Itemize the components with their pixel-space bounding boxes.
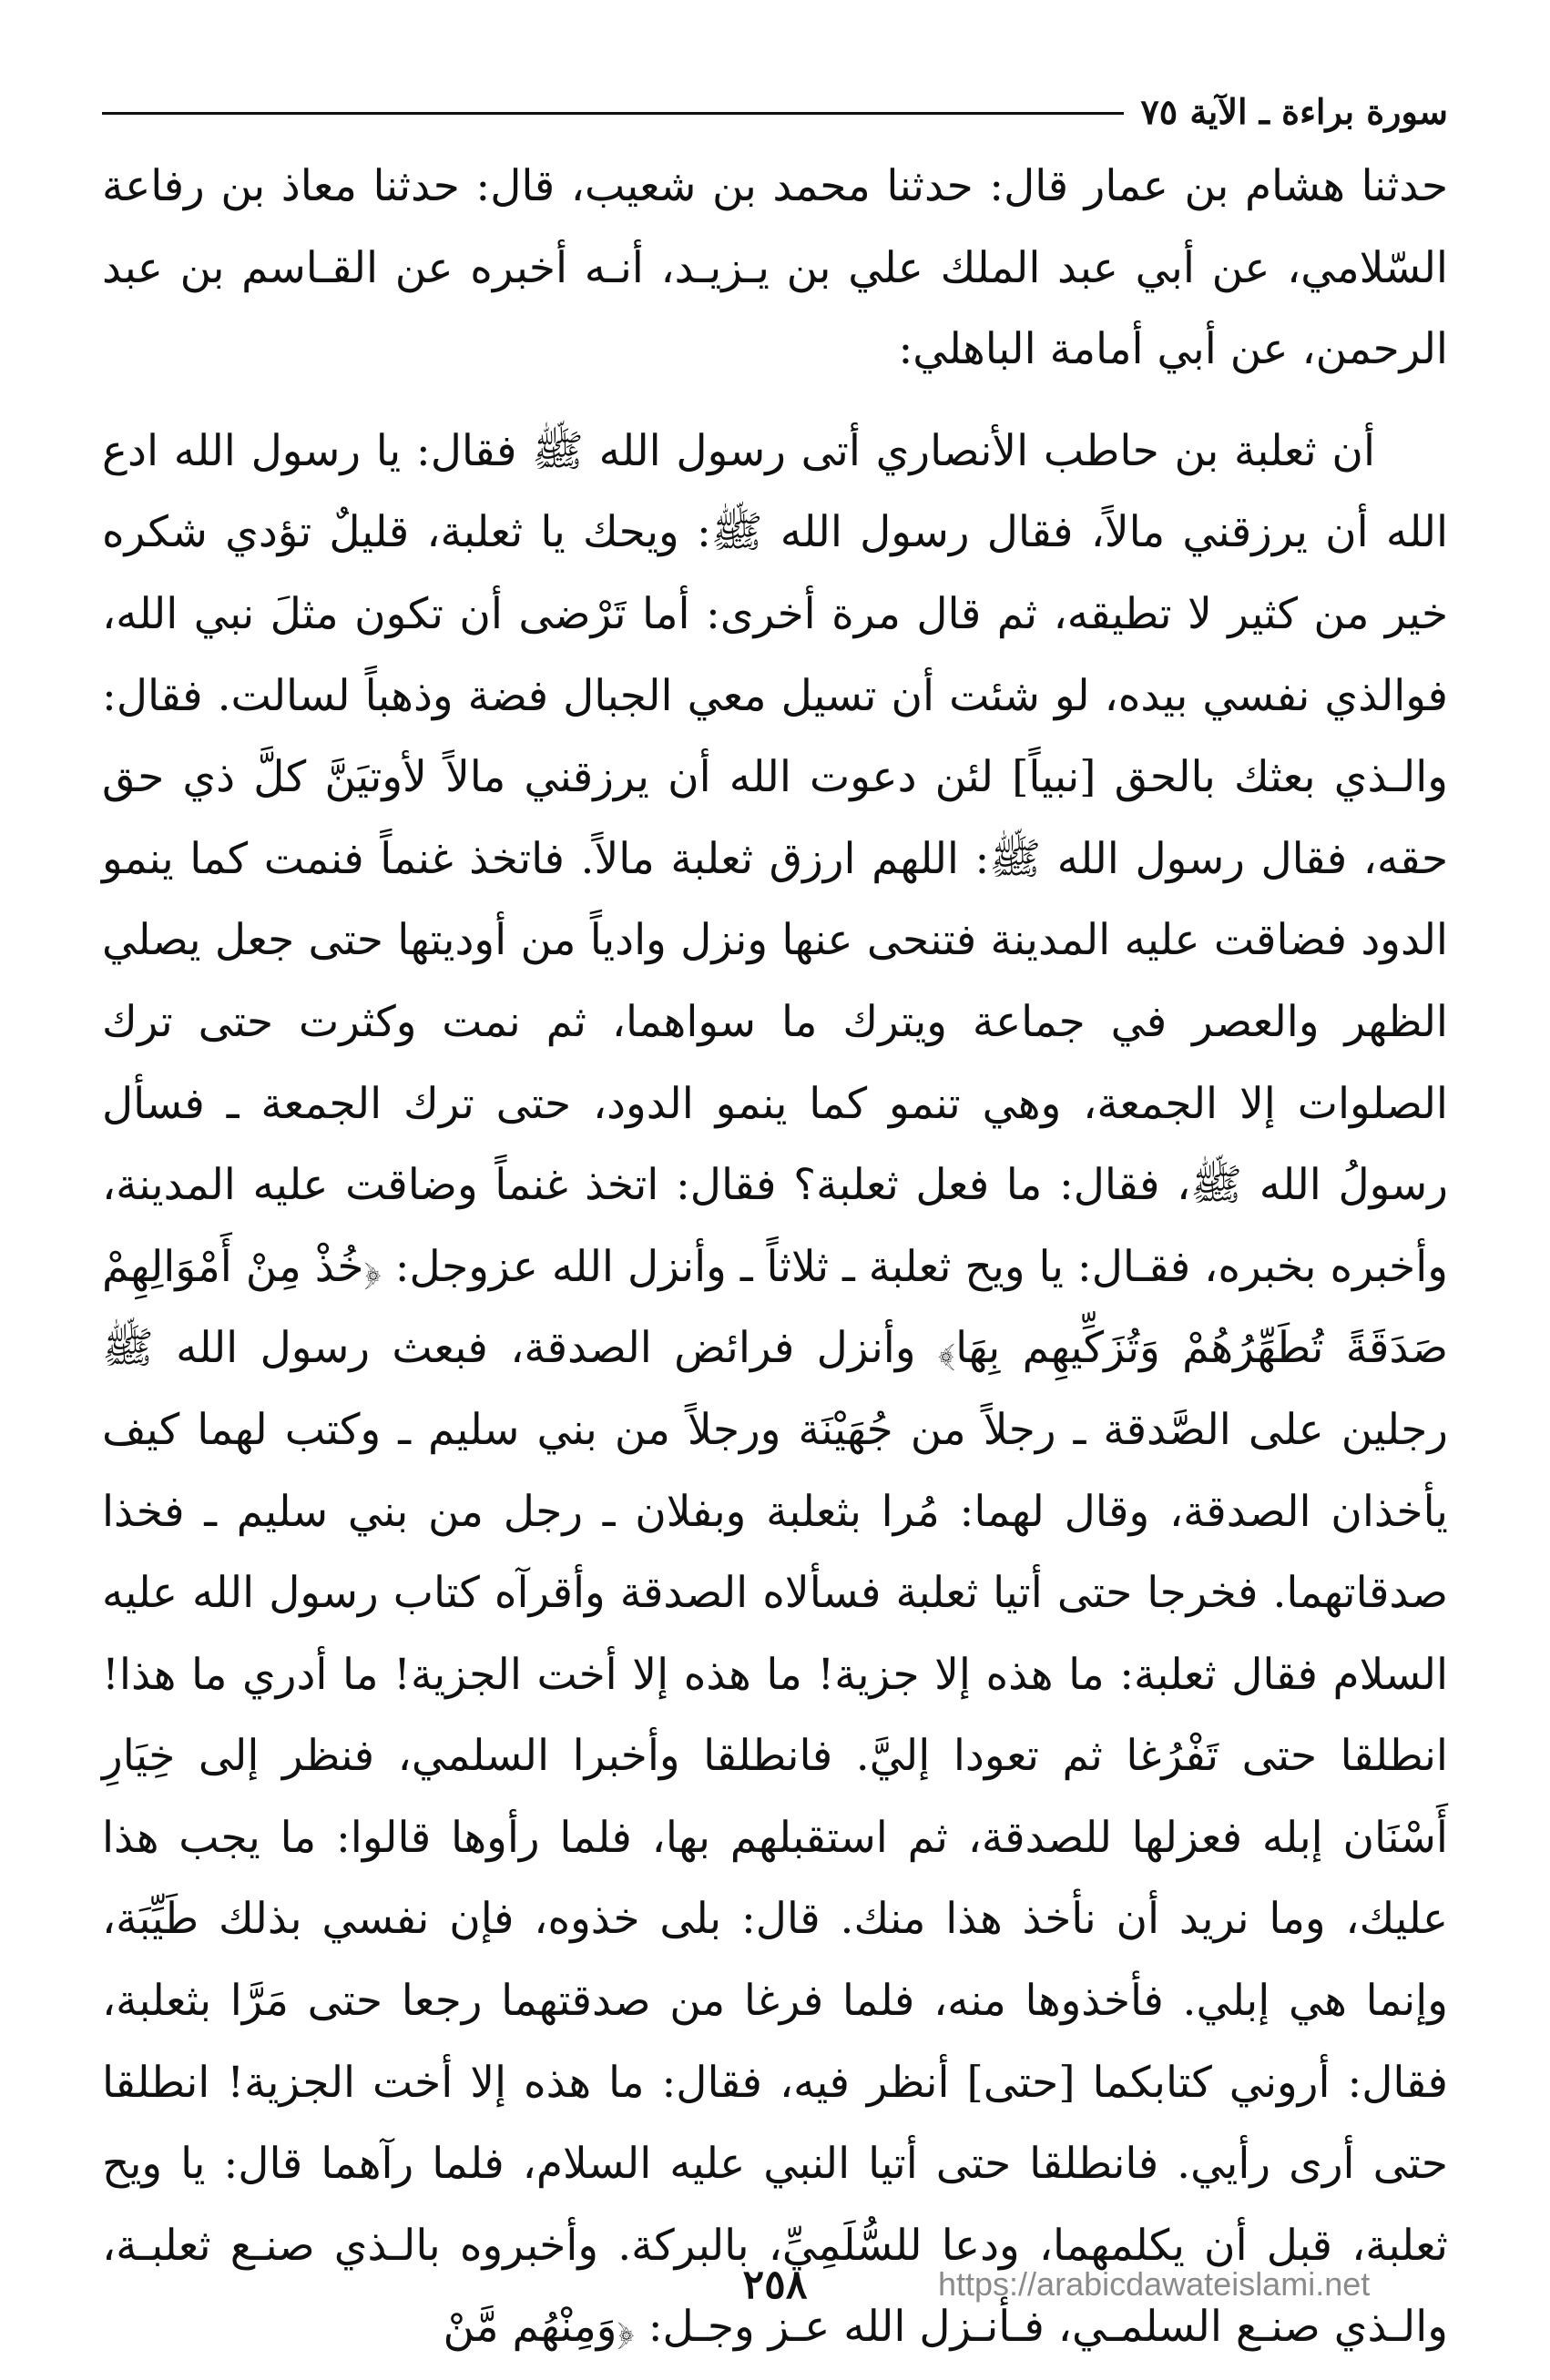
- body-text: [102, 146, 1448, 2368]
- page-number: ٢٥٨: [742, 2262, 808, 2308]
- narration-paragraph: أن ثعلبة بن حاطب الأنصاري أتى رسول الله ﷺ فقال: يا رسول الله ادع الله أن يرزقني مالاً، فقال رسول الله ﷺ: ويحك يا ثعلبة، قليلٌ تؤدي شكره خير من كثير لا تطيقه، ثم قال مرة أخرى: أما تَرْضى أن تكون مثلَ نبي الله، فوالذي نفسي بيده، لو شئت أن تسيل معي الجبال فضة وذهباً لسالت. فقال: والـذي بعثك بالحق [نبياً] لئن دعوت الله أن يرزقني مالاً لأوتيَنَّ كلَّ ذي حق حقه، فقال رسول الله ﷺ: اللهم ارزق ثعلبة مالاً. فاتخذ غنماً فنمت كما ينمو الدود فضاقت عليه المدينة فتنحى عنها ونزل وادياً من أوديتها حتى جعل يصلي الظهر والعصر في جماعة ويترك ما سواهما، ثم نمت وكثرت حتى ترك الصلوات إلا الجمعة، وهي تنمو كما ينمو الدود، حتى ترك الجمعة ـ فسأل رسولُ الله ﷺ، فقال: ما فعل ثعلبة؟ فقال: اتخذ غنماً وضاقت عليه المدينة، وأخبره بخبره، فقـال: يا ويح ثعلبة ـ ثلاثاً ـ وأنزل الله عزوجل: ﴿خُذْ مِنْ أَمْوَالِهِمْ صَدَقَةً تُطَهِّرُهُمْ وَتُزَكِّيهِم بِهَا﴾ وأنزل فرائض الصدقة، فبعث رسول الله ﷺ رجلين على الصَّدقة ـ رجلاً من جُهَيْنَة ورجلاً من بني سليم ـ وكتب لهما كيف يأخذان الصدقة، وقال لهما: مُرا بثعلبة وبفلان ـ رجل من بني سليم ـ فخذا صدقاتهما. فخرجا حتى أتيا ثعلبة فسألاه الصدقة وأقرآه كتاب رسول الله عليه السلام فقال ثعلبة: ما هذه إلا جزية! ما هذه إلا أخت الجزية! ما أدري ما هذا! انطلقا حتى تَفْرُغا ثم تعودا إليَّ. فانطلقا وأخبرا السلمي، فنظر إلى خِيَارِ أَسْنَان إبله فعزلها للصدقة، ثم استقبلهم بها، فلما رأوها قالوا: ما يجب هذا عليك، وما نريد أن نأخذ هذا منك. قال: بلى خذوه، فإن نفسي بذلك طَيِّبَة، وإنما هي إبلي. فأخذوها منه، فلما فرغا من صدقتهما رجعا حتى مَرَّا بثعلبة، فقال: أروني كتابكما [حتى] أنظر فيه، فقال: ما هذه إلا أخت الجزية! انطلقا حتى أرى رأيي. فانطلقا حتى أتيا النبي عليه السلام، فلما رآهما قال: يا ويح ثعلبة، قبل أن يكلمهما، ودعا للسُّلَمِيِّ، بالبركة. وأخبروه بالـذي صنـع ثعلبـة، والـذي صنـع السلمـي، فـأنـزل الله عـز وجـل: ﴿وَمِنْهُم مَّنْ: [102, 425, 1448, 2353]
- running-title: سورة براءة ـ الآية ٧٥: [1140, 90, 1448, 132]
- header-rule: [102, 112, 1124, 115]
- watermark-url: https://arabicdawateislami.net: [938, 2265, 1371, 2303]
- isnad-paragraph: حدثنا هشام بن عمار قال: حدثنا محمد بن شعيب، قال: حدثنا معاذ بن رفاعة السّلامي، عن أبي عبد الملك علي بن يـزيـد، أنـه أخبره عن القـاسم بن عبد الرحمن، عن أبي أمامة الباهلي:: [102, 161, 1448, 375]
- running-header: [102, 84, 1448, 138]
